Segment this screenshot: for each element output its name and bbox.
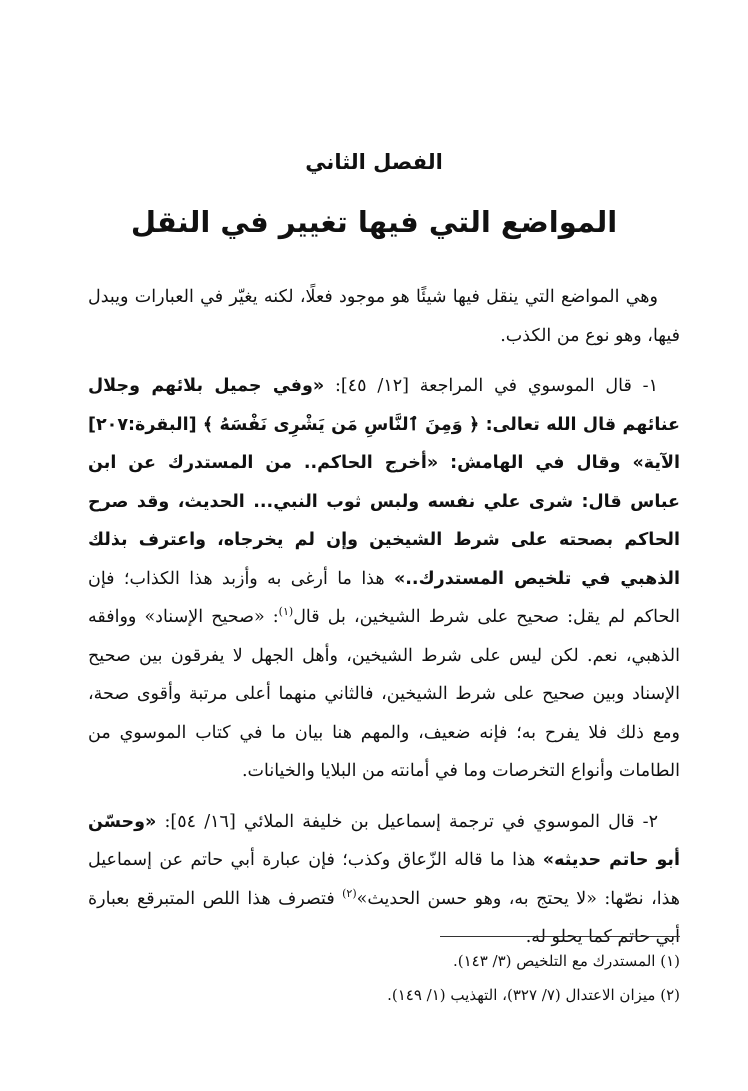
footnote-1: (١) المستدرك مع التلخيص (٣/ ١٤٣). [452,952,680,970]
chapter-title: المواضع التي فيها تغيير في النقل [130,205,618,239]
paragraph-1-comment: هذا ما أرغى به وأزبد هذا الكذاب؛ فإن الحاكم لم يقل: صحيح على شرط الشيخين، بل قال [88,568,680,627]
paragraph-1-quote: «وفي جميل بلائهم وجلال عنائهم قال الله تعالى: ﴿ وَمِنَ ٱلنَّاسِ مَن يَشْرِى نَفْسَهُ ﴾ [البقرة:٢٠٧] الآية» وقال في الهامش: «أخرج الحاكم.. من المستدرك عن ابن عباس قال: شرى علي نفسه ولبس ثوب النبي... الحديث، وقد صرح الحاكم بصحته على شرط الشيخين وإن لم يخرجاه، واعترف بذلك الذهبي في تلخيص المستدرك..» [88,376,680,589]
paragraph-2-lead: ٢- قال الموسوي في ترجمة إسماعيل بن خليفة الملائي [١٦/ ٥٤]: [156,811,658,832]
paragraph-1-lead: ١- قال الموسوي في المراجعة [١٢/ ٤٥]: [324,376,658,396]
paragraph-1 [88,367,680,791]
footnote-ref-2[interactable]: (٢) [342,886,357,900]
paragraph-2-quote: «وحسّن أبو حاتم حديثه» [88,811,681,870]
paragraph-2-comment: هذا ما قاله الزّعاق وكذب؛ فإن عبارة أبي حاتم عن إسماعيل هذا، نصّها: «لا يحتج به، وهو حسن الحديث» [88,850,681,909]
paragraph-1-rest: : «صحيح الإسناد» ووافقه الذهبي، نعم. لكن ليس على شرط الشيخين، وأهل الجهل لا يفرقون بين صحيح الإسناد وبين صحيح على شرط الشيخين، فالثاني منهما أعلى مرتبة وأقوى صحة، ومع ذلك فلا يفرح به؛ فإنه ضعيف، والمهم هنا بيان ما في كتاب الموسوي من الطامات وأنواع التخرصات وما في أمانته من البلايا والخيانات. [88,607,680,781]
chapter-label: الفصل الثاني [305,150,443,174]
footnote-divider [440,936,680,937]
footnote-2: (٢) ميزان الاعتدال (٧/ ٣٢٧)، التهذيب (١/ ١٤٩). [387,986,680,1004]
intro-paragraph: وهي المواضع التي ينقل فيها شيئًا هو موجود فعلًا، لكنه يغيّر في العبارات ويبدل فيها، وهو نوع من الكذب. [88,287,680,346]
body-text [88,278,680,957]
footnotes [88,944,680,1012]
footnote-ref-1[interactable]: (١) [278,605,294,619]
paragraph-2 [88,803,680,957]
paragraph-2-rest: فتصرف هذا اللص المتبرقع بعبارة أبي حاتم كما يحلو له. [88,888,680,947]
